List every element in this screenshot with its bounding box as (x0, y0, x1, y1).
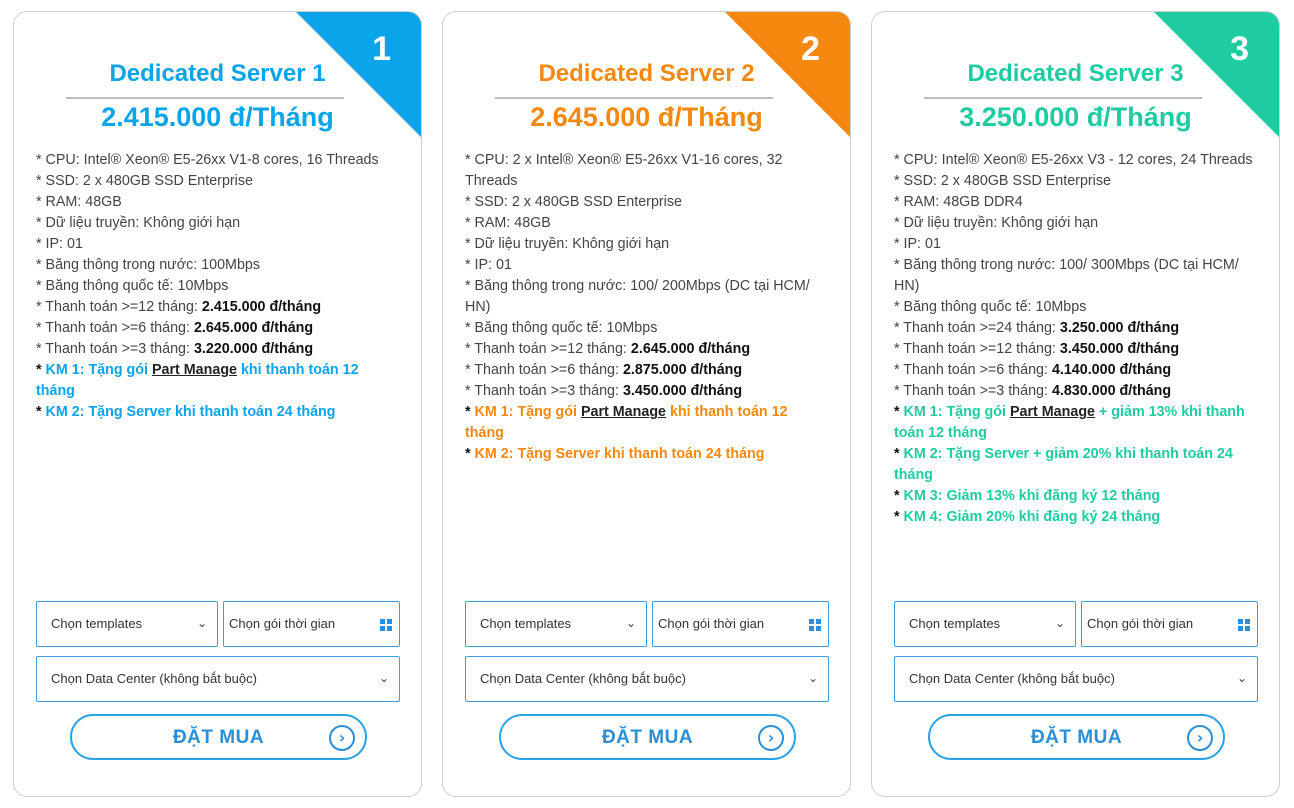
plan-price: 2.645.000 đ/Tháng (530, 102, 763, 132)
plan-card-3 (871, 11, 1280, 797)
spec-value: 2.415.000 đ/tháng (201, 299, 322, 315)
templates-placeholder: Chọn templates (480, 616, 572, 631)
spec-item: * Dữ liệu truyền: Không giới hạn (894, 215, 1099, 231)
chevron-down-icon: ⌄ (1236, 671, 1247, 685)
spec-item: * IP: 01 (465, 257, 512, 273)
datacenter-select[interactable] (894, 656, 1258, 702)
datacenter-placeholder: Chọn Data Center (không bắt buộc) (909, 671, 1115, 686)
spec-item: * Băng thông quốc tế: 10Mbps (465, 320, 658, 336)
part-manage-link[interactable]: Part Manage (151, 362, 237, 378)
promo-text: khi thanh toán 12 tháng (36, 362, 359, 399)
spec-label: * Thanh toán >=6 tháng: (36, 320, 194, 336)
chevron-down-icon: ⌄ (625, 616, 636, 630)
arrow-circle-right-icon: › (1187, 725, 1213, 751)
templates-placeholder: Chọn templates (51, 616, 143, 631)
spec-item (894, 318, 1256, 339)
chevron-down-icon: ⌄ (1054, 616, 1065, 630)
chevron-down-icon: ⌄ (378, 671, 389, 685)
spec-item (36, 339, 398, 360)
buy-label: ĐẶT MUA (172, 727, 265, 748)
spec-item (894, 381, 1256, 402)
datacenter-select[interactable] (36, 656, 400, 702)
promo-item (894, 486, 1256, 507)
spec-value: 4.830.000 đ/tháng (1051, 383, 1172, 399)
promo-bullet: * (465, 446, 475, 462)
spec-item: * SSD: 2 x 480GB SSD Enterprise (465, 194, 682, 210)
title-divider (495, 97, 773, 99)
promo-text: KM 4: Giảm 20% khi đăng ký 24 tháng (903, 509, 1161, 525)
promo-text: khi thanh toán 12 tháng (465, 404, 788, 441)
promo-item (36, 360, 398, 402)
spec-item: * Băng thông quốc tế: 10Mbps (36, 278, 229, 294)
term-select[interactable] (1081, 601, 1258, 647)
promo-item (36, 402, 398, 423)
title-divider (924, 97, 1202, 99)
spec-list (894, 150, 1256, 528)
term-placeholder: Chọn gói thời gian (229, 616, 336, 631)
spec-item: * IP: 01 (36, 236, 83, 252)
chevron-down-icon: ⌄ (196, 616, 207, 630)
spec-value: 2.645.000 đ/tháng (193, 320, 314, 336)
plan-card-1 (13, 11, 422, 797)
spec-item: * Băng thông trong nước: 100/ 200Mbps (DC tại HCM/ HN) (465, 278, 810, 315)
spec-item: * CPU: Intel® Xeon® E5-26xx V1-8 cores, 16 Threads (36, 152, 379, 168)
spec-list (465, 150, 827, 465)
buy-button[interactable] (70, 714, 367, 760)
plan-card-2 (442, 11, 851, 797)
spec-item (465, 339, 827, 360)
spec-item: * RAM: 48GB (36, 194, 122, 210)
promo-bullet: * (894, 488, 904, 504)
plan-title: Dedicated Server 1 (109, 60, 326, 87)
promo-bullet: * (36, 362, 46, 378)
promo-bullet: * (894, 509, 904, 525)
arrow-circle-right-icon: › (758, 725, 784, 751)
spec-value: 3.250.000 đ/tháng (1059, 320, 1180, 336)
spec-item: * Dữ liệu truyền: Không giới hạn (36, 215, 241, 231)
spec-value: 4.140.000 đ/tháng (1051, 362, 1172, 378)
spec-value: 2.645.000 đ/tháng (630, 341, 751, 357)
term-placeholder: Chọn gói thời gian (658, 616, 765, 631)
plan-price: 3.250.000 đ/Tháng (959, 102, 1192, 132)
arrow-circle-right-icon: › (329, 725, 355, 751)
spec-item: * IP: 01 (894, 236, 941, 252)
promo-text: KM 3: Giảm 13% khi đăng ký 12 tháng (903, 488, 1161, 504)
spec-value: 3.220.000 đ/tháng (193, 341, 314, 357)
templates-select[interactable] (894, 601, 1076, 647)
promo-text: KM 2: Tặng Server + giảm 20% khi thanh toán 24 tháng (894, 446, 1233, 483)
promo-text: KM 1: Tặng gói (45, 362, 152, 378)
buy-label: ĐẶT MUA (1030, 727, 1123, 748)
promo-text: KM 2: Tặng Server khi thanh toán 24 tháng (474, 446, 765, 462)
datacenter-placeholder: Chọn Data Center (không bắt buộc) (51, 671, 257, 686)
templates-select[interactable] (465, 601, 647, 647)
promo-text: KM 1: Tặng gói (903, 404, 1010, 420)
plan-title: Dedicated Server 3 (967, 60, 1184, 87)
title-divider (66, 97, 344, 99)
spec-item: * Băng thông quốc tế: 10Mbps (894, 299, 1087, 315)
spec-item: * Dữ liệu truyền: Không giới hạn (465, 236, 670, 252)
promo-item (465, 444, 827, 465)
templates-placeholder: Chọn templates (909, 616, 1001, 631)
promo-item (465, 402, 827, 444)
spec-item (465, 360, 827, 381)
spec-label: * Thanh toán >=3 tháng: (894, 383, 1052, 399)
part-manage-link[interactable]: Part Manage (580, 404, 666, 420)
datacenter-select[interactable] (465, 656, 829, 702)
spec-item: * Băng thông trong nước: 100Mbps (36, 257, 261, 273)
promo-bullet: * (36, 404, 46, 420)
promo-bullet: * (465, 404, 475, 420)
spec-label: * Thanh toán >=6 tháng: (465, 362, 623, 378)
datacenter-placeholder: Chọn Data Center (không bắt buộc) (480, 671, 686, 686)
spec-item: * Băng thông trong nước: 100/ 300Mbps (DC tại HCM/ HN) (894, 257, 1239, 294)
spec-value: 3.450.000 đ/tháng (622, 383, 743, 399)
spec-label: * Thanh toán >=12 tháng: (894, 341, 1060, 357)
spec-item: * SSD: 2 x 480GB SSD Enterprise (36, 173, 253, 189)
promo-bullet: * (894, 446, 904, 462)
part-manage-link[interactable]: Part Manage (1009, 404, 1095, 420)
spec-item (36, 297, 398, 318)
spec-value: 3.450.000 đ/tháng (1059, 341, 1180, 357)
term-placeholder: Chọn gói thời gian (1087, 616, 1194, 631)
promo-text: KM 1: Tặng gói (474, 404, 581, 420)
spec-item (894, 339, 1256, 360)
spec-item: * CPU: 2 x Intel® Xeon® E5-26xx V1-16 cores, 32 Threads (465, 152, 783, 189)
spec-label: * Thanh toán >=12 tháng: (36, 299, 202, 315)
promo-text: + giảm 13% khi thanh toán 12 tháng (894, 404, 1245, 441)
spec-label: * Thanh toán >=6 tháng: (894, 362, 1052, 378)
spec-item: * CPU: Intel® Xeon® E5-26xx V3 - 12 cores, 24 Threads (894, 152, 1253, 168)
spec-label: * Thanh toán >=12 tháng: (465, 341, 631, 357)
spec-label: * Thanh toán >=24 tháng: (894, 320, 1060, 336)
promo-item (894, 402, 1256, 444)
spec-label: * Thanh toán >=3 tháng: (465, 383, 623, 399)
promo-item (894, 507, 1256, 528)
templates-select[interactable] (36, 601, 218, 647)
spec-item: * RAM: 48GB DDR4 (894, 194, 1023, 210)
spec-list (36, 150, 398, 423)
spec-item: * RAM: 48GB (465, 215, 551, 231)
grid-icon (1238, 619, 1250, 631)
plan-number: 3 (1230, 30, 1249, 68)
spec-item (894, 360, 1256, 381)
plan-title: Dedicated Server 2 (538, 60, 755, 87)
plan-number: 2 (801, 30, 820, 68)
plan-price: 2.415.000 đ/Tháng (101, 102, 334, 132)
promo-bullet: * (894, 404, 904, 420)
buy-label: ĐẶT MUA (601, 727, 694, 748)
spec-value: 2.875.000 đ/tháng (622, 362, 743, 378)
grid-icon (809, 619, 821, 631)
spec-item: * SSD: 2 x 480GB SSD Enterprise (894, 173, 1111, 189)
chevron-down-icon: ⌄ (807, 671, 818, 685)
spec-item (465, 381, 827, 402)
term-select[interactable] (223, 601, 400, 647)
promo-item (894, 444, 1256, 486)
spec-item (36, 318, 398, 339)
spec-label: * Thanh toán >=3 tháng: (36, 341, 194, 357)
promo-text: KM 2: Tặng Server khi thanh toán 24 tháng (45, 404, 336, 420)
buy-button[interactable] (928, 714, 1225, 760)
grid-icon (380, 619, 392, 631)
term-select[interactable] (652, 601, 829, 647)
plan-number: 1 (372, 30, 391, 68)
buy-button[interactable] (499, 714, 796, 760)
